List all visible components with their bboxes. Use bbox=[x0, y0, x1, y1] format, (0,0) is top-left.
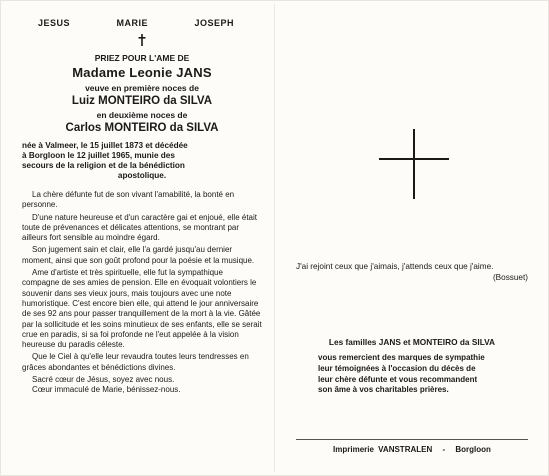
thanks-line: leur chère défunte et vous recommandent bbox=[318, 374, 478, 384]
birth-death-line: à Borgloon le 12 juillet 1965, munie des bbox=[22, 151, 175, 160]
holy-family-header bbox=[38, 18, 234, 28]
left-panel bbox=[22, 18, 262, 398]
quote-source: (Bossuet) bbox=[492, 273, 528, 282]
thanks-line: son âme à vos charitables prières. bbox=[318, 385, 449, 395]
quote-block bbox=[296, 261, 528, 283]
deceased-name: Madame Leonie JANS bbox=[72, 65, 212, 80]
header-marie: MARIE bbox=[116, 18, 148, 28]
eulogy-paragraph: Que le Ciel à qu'elle leur revaudra toutes leurs tendresses en grâces abondantes et bénédictions divines. bbox=[22, 352, 249, 372]
birth-death-line: apostolique. bbox=[117, 171, 167, 180]
families-heading: Les familles JANS et MONTEIRO da SILVA bbox=[328, 337, 496, 347]
quote-text: J'ai rejoint ceux que j'aimais, j'attends ceux que j'aime. bbox=[296, 262, 494, 271]
small-cross-icon bbox=[22, 34, 262, 49]
prayer-line: PRIEZ POUR L'AME DE bbox=[94, 53, 190, 63]
second-marriage-text: en deuxième noces de bbox=[96, 110, 188, 120]
divider bbox=[296, 439, 528, 440]
thanks-line: vous remercient des marques de sympathie bbox=[318, 353, 485, 362]
thanks-line: leur témoignées à l'occasion du décès de bbox=[318, 363, 476, 373]
eulogy-paragraph: D'une nature heureuse et d'un caractère gai et enjoué, elle était toute de prévenances et délicates attentions, se montrant par ailleurs fort sensible au moindre égard. bbox=[22, 212, 257, 243]
first-husband-name: Luiz MONTEIRO da SILVA bbox=[71, 95, 213, 107]
large-cross-icon bbox=[379, 129, 449, 199]
eulogy-paragraph: La chère défunte fut de son vivant l'amabilité, la bonté en personne. bbox=[22, 190, 235, 210]
thanks-block bbox=[318, 353, 518, 396]
printer-separator: - bbox=[442, 445, 446, 454]
fold-line bbox=[274, 4, 275, 472]
header-jesus: JESUS bbox=[38, 18, 71, 28]
eulogy-paragraph: Ame d'artiste et très spirituelle, elle fut la sympathique compagne de ses amies de pension. Elle en évoquait volontiers le souvenir dans ses vieux jours, mais toujours avec une note humoristique. C'est encore bien elle, qui attend le jour anniversaire de ses 92 ans pour passer tranquillement de la mort à la vie. Gâtée par la sollicitude et les soins minutieux de ses enfants, elle se serait crue en paradis, si sa foi profonde ne l'eut appelée à la vision heureuse du paradis céleste. bbox=[22, 268, 262, 350]
birth-death-block bbox=[22, 141, 262, 181]
birth-death-line: née à Valmeer, le 15 juillet 1873 et décédée bbox=[22, 141, 188, 150]
eulogy-paragraph: Cœur immaculé de Marie, bénissez-nous. bbox=[32, 385, 181, 395]
eulogy-paragraph: Son jugement sain et clair, elle l'a gardé jusqu'au dernier moment, ainsi que son goût profond pour la poésie et la musique. bbox=[22, 245, 255, 265]
header-joseph: JOSEPH bbox=[194, 18, 234, 28]
printer-name: Imprimerie VANSTRALEN bbox=[333, 445, 433, 454]
eulogy-text bbox=[22, 190, 262, 396]
printer-town: Borgloon bbox=[455, 445, 491, 454]
birth-death-line: secours de la religion et de la bénédiction bbox=[22, 161, 185, 170]
first-marriage-text: veuve en première noces de bbox=[85, 83, 199, 93]
printer-credit bbox=[296, 445, 528, 454]
second-husband-name: Carlos MONTEIRO da SILVA bbox=[65, 122, 219, 134]
eulogy-paragraph: Sacré cœur de Jésus, soyez avec nous. bbox=[32, 375, 175, 385]
